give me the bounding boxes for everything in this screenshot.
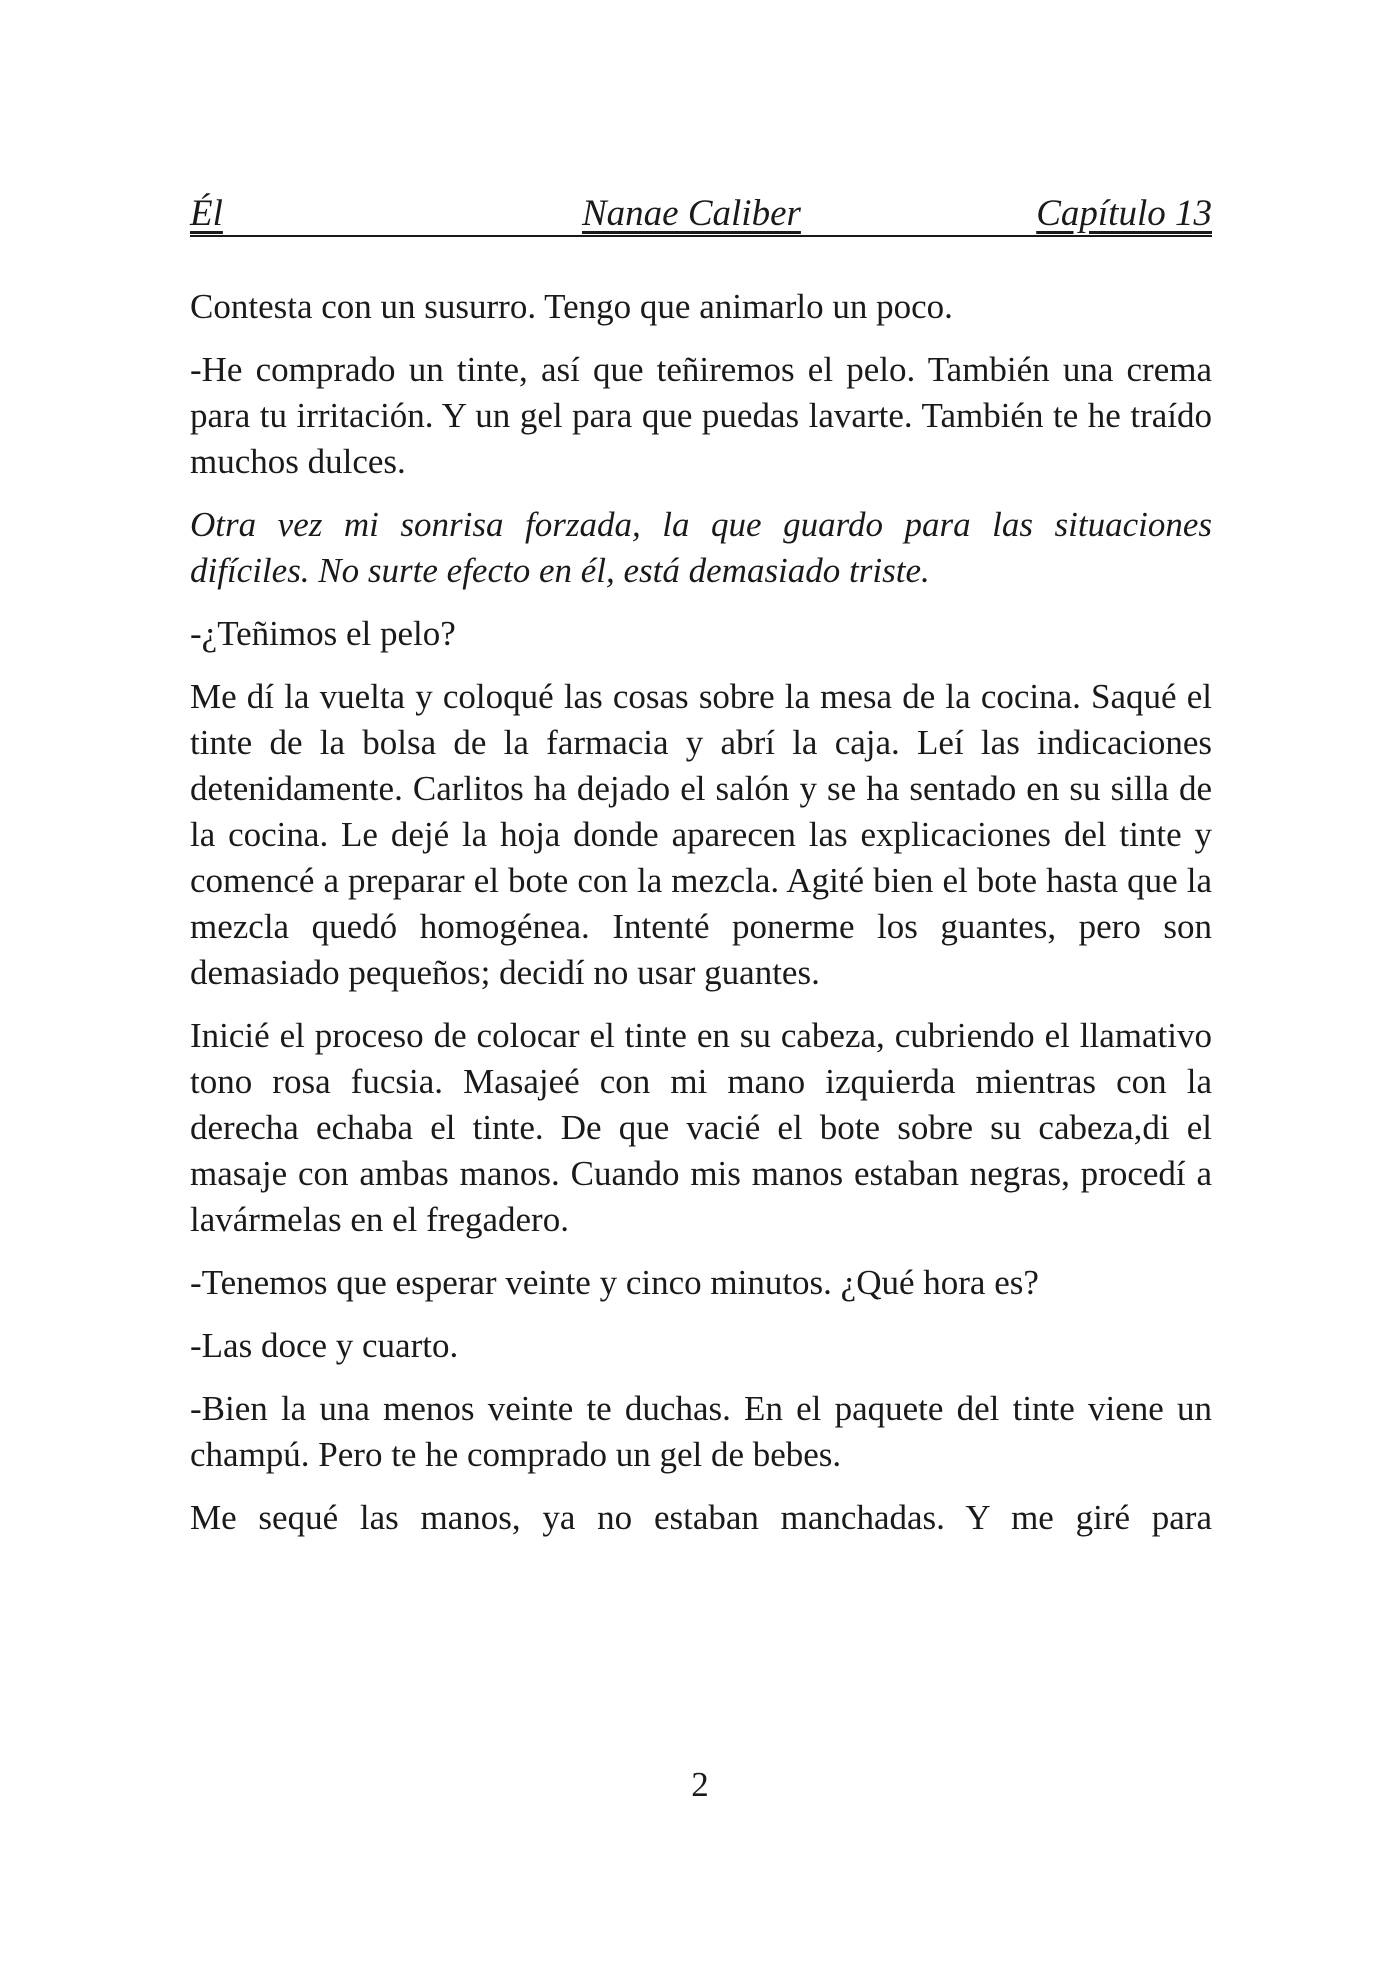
paragraph-9: -Bien la una menos veinte te duchas. En el paquete del tinte viene un champú. Pero te he comprado un gel de bebes.	[190, 1389, 1212, 1474]
header-author: Nanae Caliber	[582, 193, 801, 234]
header-book-title: Él	[190, 193, 223, 234]
paragraph-4: -¿Teñimos el pelo?	[190, 614, 456, 653]
page-number: 2	[691, 1765, 709, 1804]
paragraph-8: -Las doce y cuarto.	[190, 1326, 459, 1365]
paragraph-1: Contesta con un susurro. Tengo que animarlo un poco.	[190, 287, 953, 326]
body-text	[190, 284, 1212, 1558]
paragraph-7: -Tenemos que esperar veinte y cinco minutos. ¿Qué hora es?	[190, 1263, 1039, 1302]
paragraph-5: Me dí la vuelta y coloqué las cosas sobre la mesa de la cocina. Saqué el tinte de la bolsa de la farmacia y abrí la caja. Leí las indicaciones detenidamente. Carlitos ha dejado el salón y se ha sentado en su silla de la cocina. Le dejé la hoja donde aparecen las explicaciones del tinte y comencé a preparar el bote con la mezcla. Agité bien el bote hasta que la mezcla quedó homogénea. Intenté ponerme los guantes, pero son demasiado pequeños; decidí no usar guantes.	[190, 677, 1212, 992]
header-chapter: Capítulo 13	[1036, 193, 1212, 234]
paragraph-3-italic: Otra vez mi sonrisa forzada, la que guardo para las situaciones difíciles. No surte efecto en él, está demasiado triste.	[190, 505, 1212, 590]
paragraph-10: Me sequé las manos, ya no estaban manchadas. Y me giré para	[190, 1498, 1212, 1537]
running-header	[190, 193, 1212, 237]
paragraph-2: -He comprado un tinte, así que teñiremos el pelo. También una crema para tu irritación. Y un gel para que puedas lavarte. También te he traído muchos dulces.	[190, 350, 1212, 481]
paragraph-6: Inicié el proceso de colocar el tinte en su cabeza, cubriendo el llamativo tono rosa fucsia. Masajeé con mi mano izquierda mientras con la derecha echaba el tinte. De que vacié el bote sobre su cabeza,di el masaje con ambas manos. Cuando mis manos estaban negras, procedí a lavármelas en el fregadero.	[190, 1016, 1212, 1239]
